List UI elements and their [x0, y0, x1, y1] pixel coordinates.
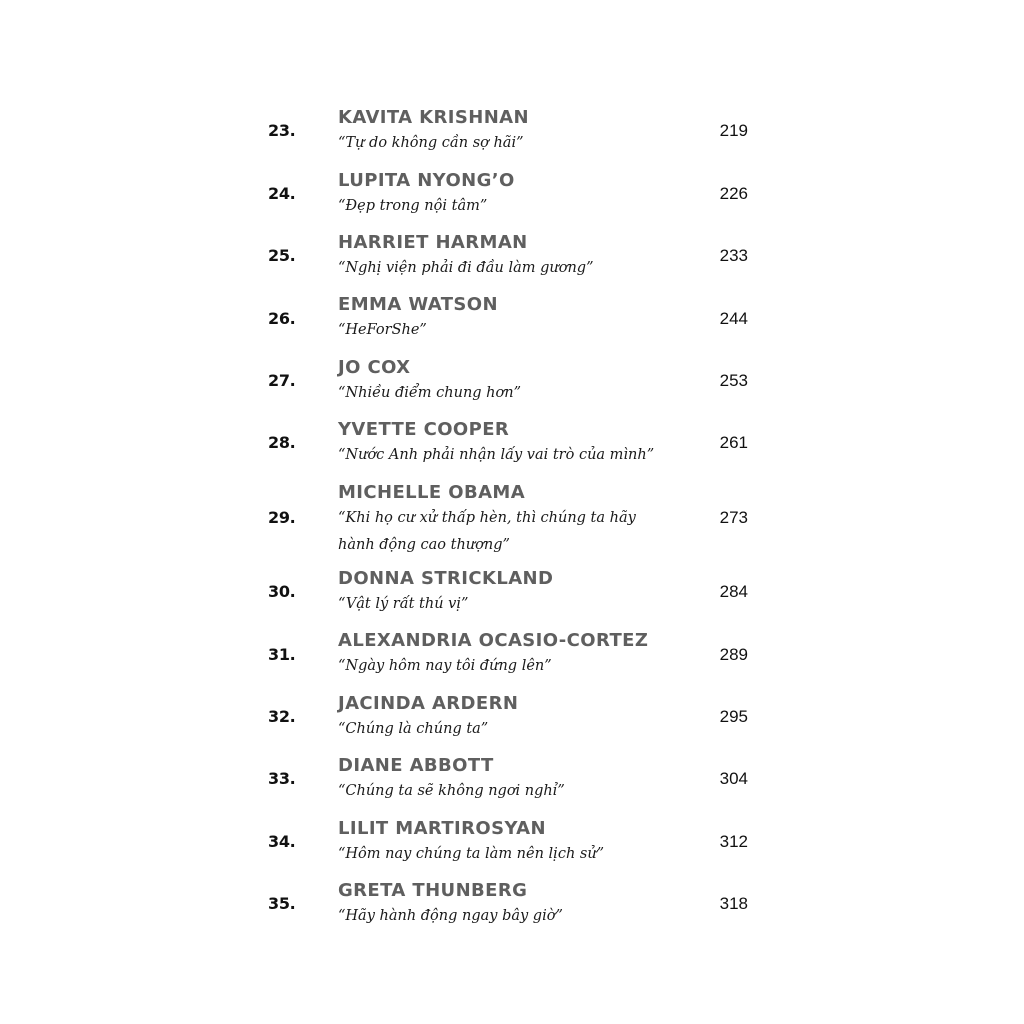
- entry-quote: “Nghị viện phải đi đầu làm gương”: [338, 260, 594, 276]
- entry-name: JO COX: [338, 357, 411, 378]
- entry-name: DIANE ABBOTT: [338, 755, 494, 776]
- entry-quote: “Hãy hành động ngay bây giờ”: [338, 908, 563, 924]
- entry-name: MICHELLE OBAMA: [338, 482, 526, 503]
- entry-name: EMMA WATSON: [338, 294, 498, 315]
- entry-name: GRETA THUNBERG: [338, 880, 528, 901]
- entry-number: 25.: [268, 246, 296, 265]
- entry-page-number: 304: [719, 769, 748, 788]
- entry-number: 27.: [268, 371, 296, 390]
- entry-name: YVETTE COOPER: [338, 419, 510, 440]
- entry-page-number: 253: [719, 371, 748, 390]
- entry-page-number: 312: [719, 832, 748, 851]
- entry-quote: “Hôm nay chúng ta làm nên lịch sử”: [338, 846, 605, 862]
- entry-number: 30.: [268, 582, 296, 601]
- entry-name: HARRIET HARMAN: [338, 232, 528, 253]
- entry-quote: “Chúng ta sẽ không ngơi nghỉ”: [338, 783, 565, 799]
- entry-page-number: 289: [719, 645, 748, 664]
- entry-page-number: 244: [719, 309, 748, 328]
- entry-number: 32.: [268, 707, 296, 726]
- entry-page-number: 284: [719, 582, 748, 601]
- entry-name: ALEXANDRIA OCASIO-CORTEZ: [338, 630, 649, 651]
- entry-number: 35.: [268, 894, 296, 913]
- entry-page-number: 219: [719, 121, 748, 140]
- entry-page-number: 318: [719, 894, 748, 913]
- entry-page-number: 273: [719, 508, 748, 527]
- entry-quote: “Ngày hôm nay tôi đứng lên”: [338, 658, 552, 674]
- entry-name: JACINDA ARDERN: [338, 693, 519, 714]
- entry-number: 29.: [268, 508, 296, 527]
- entry-name: LUPITA NYONG’O: [338, 170, 515, 191]
- entry-name: LILIT MARTIROSYAN: [338, 818, 546, 839]
- entry-quote: “Vật lý rất thú vị”: [338, 596, 469, 612]
- entry-number: 23.: [268, 121, 296, 140]
- entry-quote: “Nước Anh phải nhận lấy vai trò của mình”: [338, 447, 655, 463]
- entry-page-number: 295: [719, 707, 748, 726]
- entry-page-number: 261: [719, 433, 748, 452]
- entry-number: 33.: [268, 769, 296, 788]
- entry-quote: “Tự do không cần sợ hãi”: [338, 135, 524, 151]
- entry-number: 26.: [268, 309, 296, 328]
- entry-page-number: 226: [719, 184, 748, 203]
- entry-quote: “Nhiều điểm chung hơn”: [338, 385, 521, 401]
- entry-quote: “HeForShe”: [338, 322, 427, 338]
- entry-quote: “Đẹp trong nội tâm”: [338, 198, 488, 214]
- entry-number: 31.: [268, 645, 296, 664]
- entry-number: 28.: [268, 433, 296, 452]
- entry-page-number: 233: [719, 246, 748, 265]
- entry-name: KAVITA KRISHNAN: [338, 107, 529, 128]
- entry-number: 34.: [268, 832, 296, 851]
- entry-name: DONNA STRICKLAND: [338, 568, 554, 589]
- entry-quote: “Khi họ cư xử thấp hèn, thì chúng ta hãy hành động cao thượng”: [338, 510, 636, 553]
- entry-number: 24.: [268, 184, 296, 203]
- entry-quote: “Chúng là chúng ta”: [338, 721, 489, 737]
